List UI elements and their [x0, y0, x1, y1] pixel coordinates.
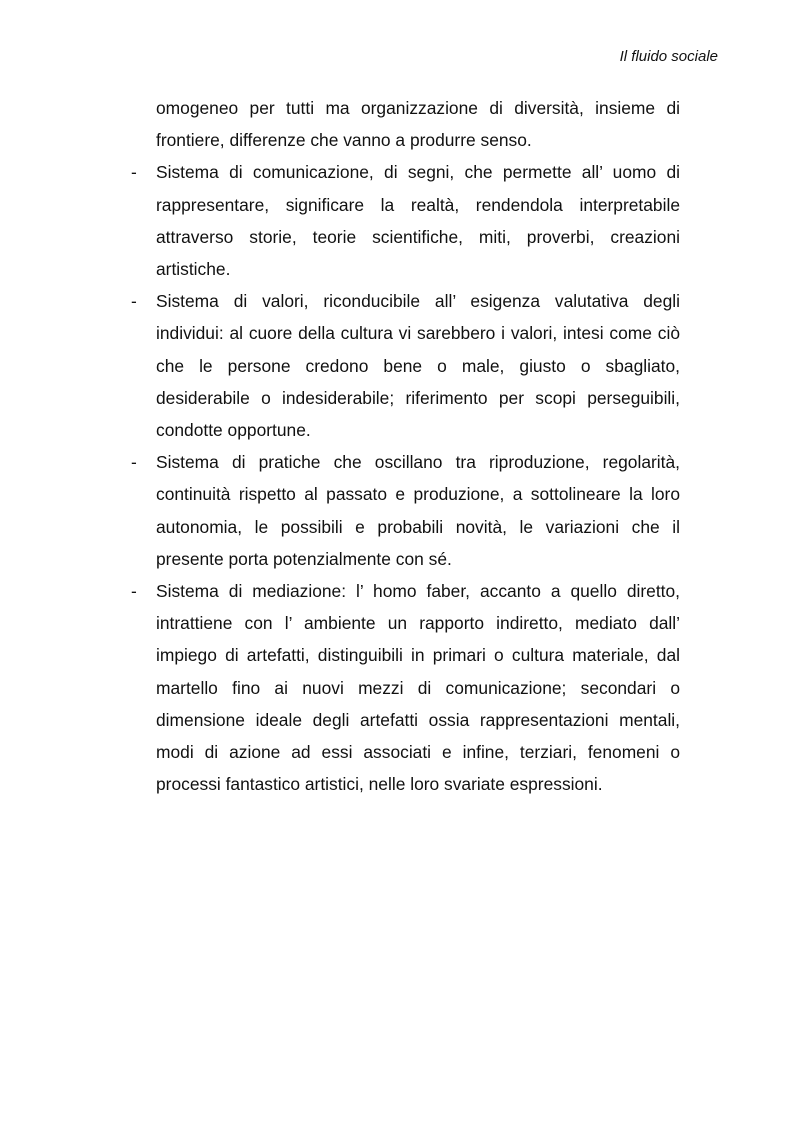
list-item-text: Sistema di pratiche che oscillano tra riproduzione, regolarità, continuità rispetto al passato e produzione, a sottolineare la loro autonomia, le possibili e probabili novità, le variazioni che il presente porta potenzialmente con sé. — [156, 452, 680, 569]
list-item-text: Sistema di valori, riconducibile all’ esigenza valutativa degli individui: al cuore della cultura vi sarebbero i valori, intesi come ciò che le persone credono bene o male, giusto o sbagliato, desiderabile o indesiderabile; riferimento per scopi perseguibili, condotte opportune. — [156, 291, 680, 441]
dash-bullet: - — [131, 291, 137, 312]
list-item-comunicazione — [131, 156, 680, 285]
list-item-text: Sistema di comunicazione, di segni, che permette all’ uomo di rappresentare, significare la realtà, rendendola interpretabile attraverso storie, teorie scientifiche, miti, proverbi, creazioni artistiche. — [156, 162, 680, 280]
continuation-paragraph: omogeneo per tutti ma organizzazione di diversità, insieme di frontiere, differenze che vanno a produrre senso. — [156, 98, 680, 151]
list-item-pratiche — [131, 446, 680, 575]
dash-bullet: - — [131, 162, 137, 183]
list-item-text: Sistema di mediazione: l’ homo faber, accanto a quello diretto, intrattiene con l’ ambiente un rapporto indiretto, mediato dall’ impiego di artefatti, distinguibili in primari o cultura materiale, dal martello fino ai nuovi mezzi di comunicazione; secondari o dimensione ideale degli artefatti ossia rappresentazioni mentali, modi di azione ad essi associati e infine, terziari, fenomeni o processi fantastico artistici, nelle loro svariate espressioni. — [156, 581, 680, 795]
bullet-list — [131, 156, 680, 800]
list-item-valori — [131, 285, 680, 446]
running-header: Il fluido sociale — [619, 48, 718, 65]
dash-bullet: - — [131, 581, 137, 602]
body-text — [131, 92, 680, 800]
dash-bullet: - — [131, 452, 137, 473]
list-item-mediazione — [131, 575, 680, 800]
